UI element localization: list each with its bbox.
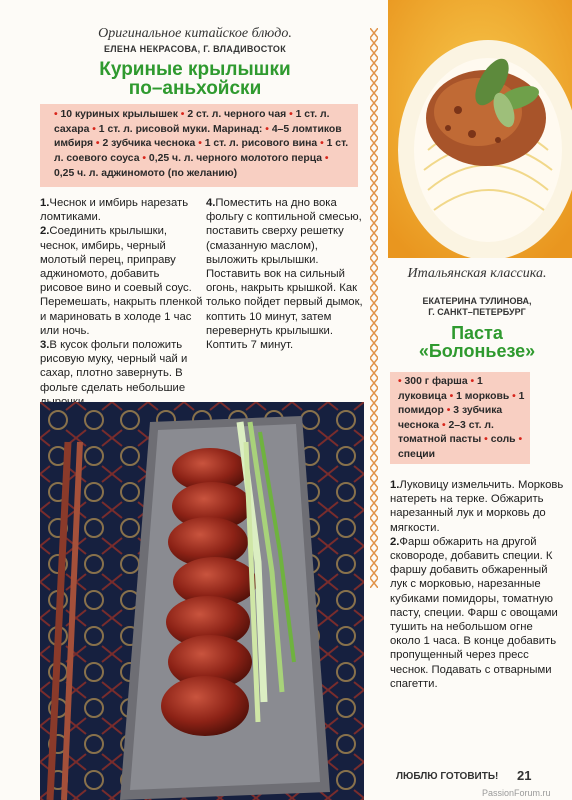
author-name-line1: ЕКАТЕРИНА ТУЛИНОВА,: [422, 296, 532, 306]
step-item: 1.Чеснок и имбирь нарезать ломтиками.: [40, 197, 189, 224]
ingredient-item: 1 ст. л. соевого соуса: [54, 138, 349, 165]
step-item: 2.Фарш обжарить на другой сковороде, добавить специи. К фаршу добавить обжаренный лук с морковью, нарезанные кубиками помидоры, томатную пасту, специи. Фарш с овощами тушить на небольшом огне около 1 часа. В конце добавить пропущенный через пресс чеснок. Подавать с отварными спагетти.: [390, 535, 558, 690]
author-city-line: Г. САНКТ–ПЕТЕРБУРГ: [428, 307, 526, 317]
page-number: 21: [517, 768, 532, 783]
ingredient-item: 2 зубчика чеснока: [102, 138, 199, 150]
step-item: 3.В кусок фольги положить рисовую муку, черный чай и сахар, плотно завернуть. В фольге сделать небольшие: [40, 339, 188, 394]
bullet-icon: •: [142, 153, 149, 165]
bullet-icon: •: [518, 434, 523, 446]
ingredient-item: 0,25 ч. л. аджиномото (по желанию): [54, 167, 238, 179]
ingredient-item: 1 морковь: [456, 390, 513, 402]
bullet-icon: •: [324, 153, 329, 165]
author-name: [394, 296, 560, 318]
ingredient-item: 2 ст. л. черного чая: [187, 109, 290, 120]
bullet-icon: •: [446, 405, 454, 417]
step-item: 4.Поместить на дно вока фольгу с коптильной смесью, поставить сверху решетку (смазанную маслом), выложить крылышки. Поставить вок на сильный огонь, накрыть крышкой. Как только пойдет первый дымок, коптить 10 минут, затем перевернуть крылышки. Коптить 7 минут.: [206, 197, 363, 352]
steps-column-2: [206, 196, 368, 352]
ingredient-item: 3 зубчика чеснока: [398, 405, 503, 431]
bullet-icon: •: [54, 109, 61, 120]
recipe-title: [394, 324, 560, 360]
ingredient-item: 0,25 ч. л. черного молотого перца: [148, 153, 325, 165]
bullet-icon: •: [470, 376, 478, 387]
ingredients-box: [40, 104, 358, 187]
bullet-icon: •: [180, 109, 188, 120]
ingredient-item: 1 ст. л. рисового вина: [204, 138, 321, 150]
ingredient-item: специи: [398, 448, 435, 460]
bullet-icon: •: [265, 123, 272, 135]
bullet-icon: •: [95, 138, 103, 150]
pasta-bolognese-photo: [388, 0, 572, 258]
ingredients-list: [54, 108, 350, 182]
chicken-wings-photo: [40, 402, 364, 800]
step-item: 1.Луковицу измельчить. Морковь натереть на терке. Обжарить нарезанный лук и морковь до мягкости.: [390, 479, 564, 534]
step-item: 2.Соединить крылышки, чеснок, имбирь, черный молотый перец, приправу аджиномото, добавить рисовое вино и соевый соус. Перемешать, накрыть пленкой и мариновать в холоде 1 час или ночь.: [40, 225, 203, 337]
bullet-icon: •: [441, 419, 449, 431]
ingredients-list: [398, 375, 526, 463]
recipe-title-line2: «Болоньезе»: [418, 341, 536, 361]
bullet-icon: •: [320, 138, 327, 150]
recipe-title: [60, 60, 330, 98]
steps-column-right: [390, 478, 566, 691]
bullet-icon: •: [398, 376, 405, 387]
ingredient-item: 1 ст. л. сахара: [54, 109, 330, 135]
watermark: PassionForum.ru: [482, 788, 551, 798]
magazine-name: ЛЮБЛЮ ГОТОВИТЬ!: [396, 771, 499, 782]
steps-column-1: [40, 196, 203, 409]
ingredient-item: 2–3 ст. л. томатной пасты: [398, 419, 494, 446]
bullet-icon: •: [512, 390, 519, 402]
ingredient-item: соль: [490, 434, 519, 446]
ingredient-item: 1 помидор: [398, 390, 525, 417]
ingredient-item: 1 луковица: [398, 376, 483, 402]
recipe-title-line2: по–аньхойски: [128, 78, 262, 99]
bullet-icon: •: [449, 390, 457, 402]
ingredient-item: 10 куриных крылышек: [60, 109, 181, 120]
bullet-icon: •: [198, 138, 205, 150]
decorative-divider: [370, 28, 378, 588]
intro-text: Оригинальное китайское блюдо.: [98, 26, 292, 41]
bullet-icon: •: [484, 434, 491, 446]
ingredients-box: [390, 372, 530, 464]
author-name: ЕЛЕНА НЕКРАСОВА, Г. ВЛАДИВОСТОК: [103, 44, 287, 54]
bullet-icon: •: [92, 123, 99, 135]
ingredient-item: 4–5 ломтиков имбиря: [54, 123, 342, 150]
intro-text: Итальянская классика.: [407, 266, 547, 281]
bullet-icon: •: [289, 109, 296, 120]
ingredient-item: 1 ст. л. рисовой муки. Маринад:: [98, 123, 266, 135]
recipe-title-line1: Паста: [451, 323, 503, 343]
recipe-title-line1: Куриные крылышки: [99, 59, 291, 80]
ingredient-item: 300 г фарша: [404, 376, 471, 387]
